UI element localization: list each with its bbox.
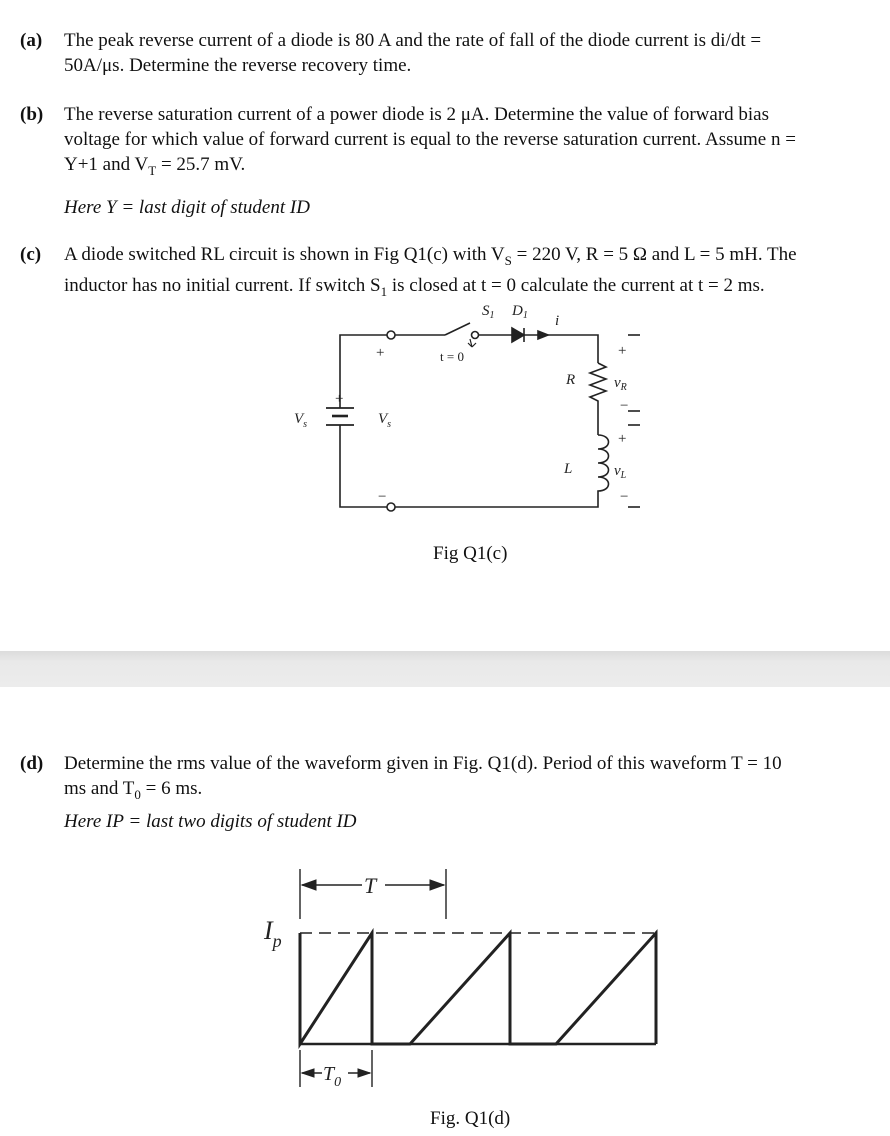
question-b-label: (b)	[20, 104, 44, 125]
waveform-trace	[300, 933, 656, 1044]
battery-plus: +	[335, 391, 344, 407]
source-label: $V_s$	[294, 411, 308, 430]
question-b-line3: Y+1 and $V_T = 25.7$ mV.	[64, 154, 246, 178]
question-d-label: (d)	[20, 753, 44, 774]
question-a-text	[64, 28, 890, 78]
period-arrowhead-right	[430, 880, 444, 890]
question-d-line1: Determine the rms value of the waveform given in Fig. Q1(d). Period of this waveform T = 10	[64, 753, 782, 774]
current-arrow	[538, 331, 548, 339]
question-b-note: Here Y = last digit of student ID	[64, 197, 310, 218]
resistor-label: R	[566, 372, 576, 388]
question-c-line2: inductor has no initial current. If switch $S_1$ is closed at t = 0 calculate the current at t = 2 ms.	[64, 274, 765, 299]
terminal-bottom	[387, 503, 395, 511]
waveform-diagram	[0, 855, 890, 1095]
question-b-line1: The reverse saturation current of a power diode is 2 μA. Determine the value of forward bias	[64, 104, 770, 125]
diode-symbol	[512, 328, 524, 342]
terminal-plus: +	[376, 345, 385, 361]
diode-label: $D_1$	[512, 303, 528, 321]
question-c-label: (c)	[20, 244, 42, 265]
page-separator	[0, 651, 890, 687]
terminal-minus: −	[378, 489, 387, 505]
vr-label: $v_R$	[614, 375, 627, 393]
switch-label: $S_1$	[482, 303, 495, 321]
question-d-text	[64, 751, 890, 807]
switch-arrow	[468, 339, 476, 347]
vr-plus: +	[618, 343, 627, 359]
node-voltage-label: $V_s$	[378, 411, 392, 430]
t0-arrowhead-right	[358, 1069, 370, 1077]
question-c-line1: A diode switched RL circuit is shown in Fig Q1(c) with $V_S = 220$ V, R = 5 Ω and L = 5 mH. The	[64, 244, 797, 268]
time-label: t = 0	[440, 349, 464, 364]
peak-label: $I_p$	[264, 916, 282, 951]
question-a-line1: The peak reverse current of a diode is 80 A and the rate of fall of the diode current is di/dt =	[64, 30, 762, 51]
inductor-symbol	[395, 435, 609, 507]
vl-label: $v_L$	[614, 463, 627, 481]
figure-q1d-caption: Fig. Q1(d)	[430, 1108, 511, 1129]
switch-contact	[472, 332, 479, 339]
question-d-note: Here IP = last two digits of student ID	[64, 811, 357, 832]
terminal-top	[387, 331, 395, 339]
question-a-line2: 50A/μs. Determine the reverse recovery time.	[64, 55, 412, 76]
question-d-line2: ms and $T_0 = 6$ ms.	[64, 778, 203, 802]
current-label: i	[555, 313, 560, 329]
wire-top-right	[524, 335, 598, 363]
period-arrowhead-left	[302, 880, 316, 890]
resistor-symbol	[590, 363, 606, 435]
period-label: T	[364, 873, 377, 898]
circuit-diagram	[0, 295, 890, 535]
inductor-label: L	[564, 461, 573, 477]
question-b-text	[64, 102, 890, 183]
t0-arrowhead-left	[302, 1069, 314, 1077]
vl-plus: +	[618, 431, 627, 447]
vr-minus: −	[620, 398, 629, 414]
figure-q1c-caption: Fig Q1(c)	[433, 543, 508, 564]
vl-minus: −	[620, 489, 629, 505]
switch-blade	[445, 323, 470, 335]
question-b-line2: voltage for which value of forward current is equal to the reverse saturation current. Assume n =	[64, 129, 796, 150]
t0-label: $T_0$	[323, 1063, 342, 1090]
question-a-label: (a)	[20, 30, 43, 51]
